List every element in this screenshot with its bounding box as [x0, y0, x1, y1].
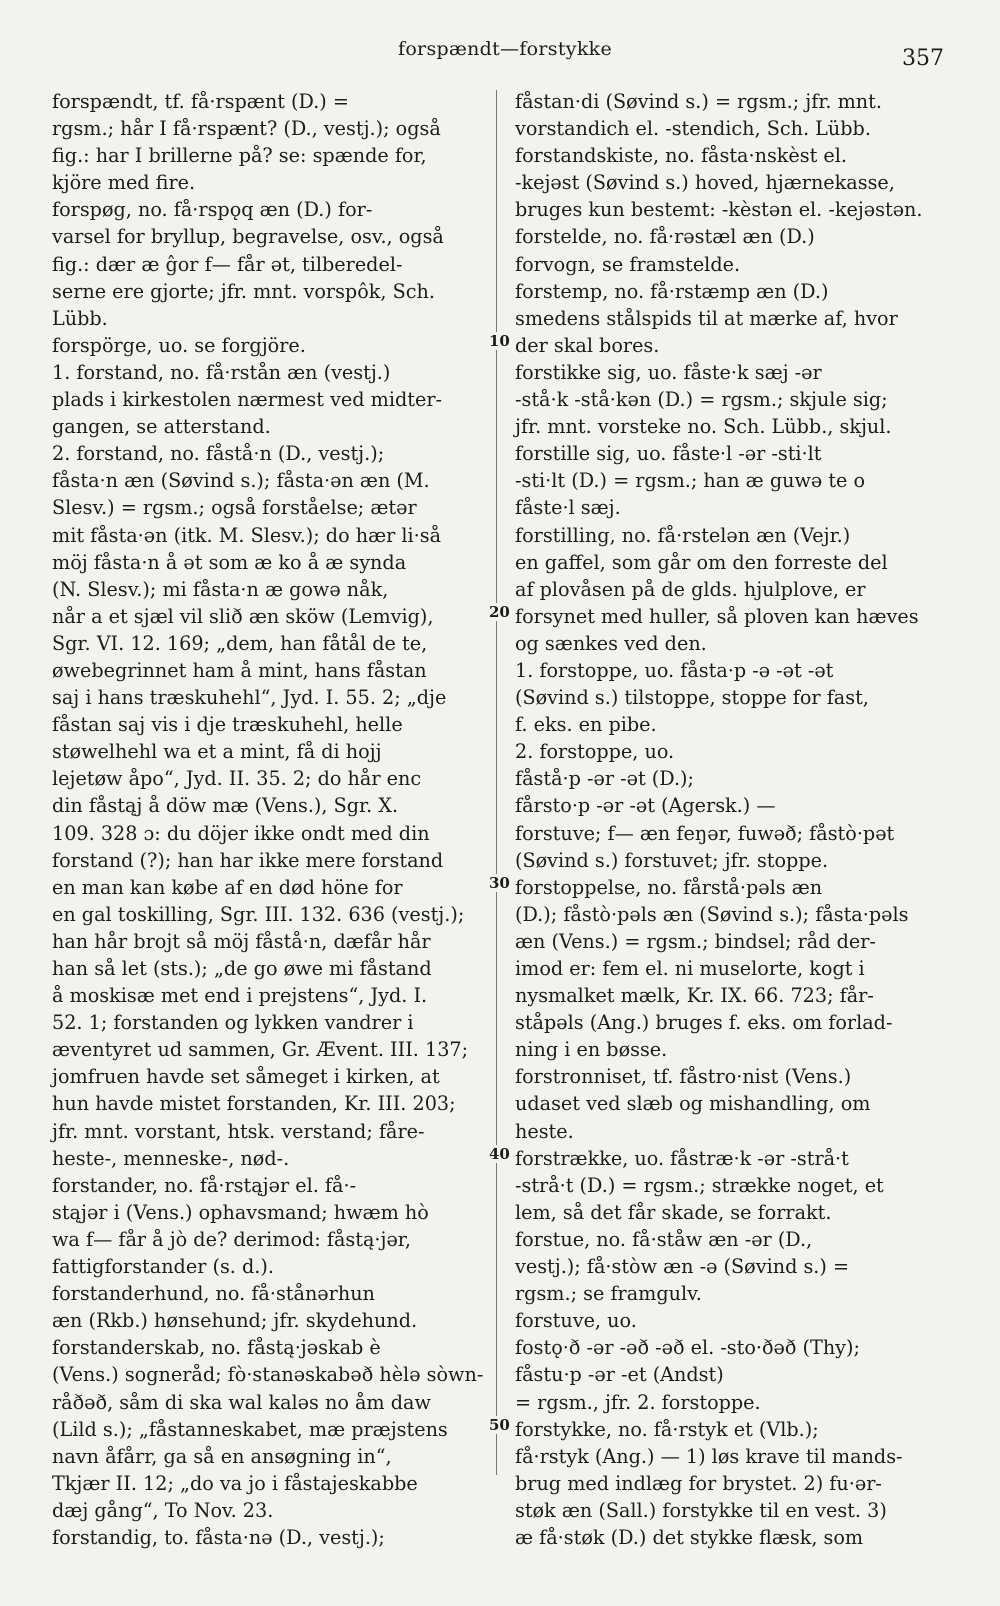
text-line: navn åfårr, ga så en ansøgning in“, — [52, 1444, 392, 1468]
text-line: 1. forstand, no. få·rstån æn (vestj.) — [52, 360, 391, 384]
text-line: forstoppelse, no. fårstå·pəls æn — [515, 875, 823, 899]
text-line: 2. forstoppe, uo. — [515, 740, 675, 764]
text-line: -sti·lt (D.) = rgsm.; han æ guwə te o — [515, 469, 866, 493]
text-line: forstanderhund, no. få·stånərhun — [52, 1282, 375, 1306]
text-line: -kejəst (Søvind s.) hoved, hjærnekasse, — [515, 171, 895, 195]
text-line: rgsm.; se framgulv. — [515, 1282, 702, 1306]
text-line: vorstandich el. -stendich, Sch. Lübb. — [515, 117, 871, 141]
text-line: forstykke, no. få·rstyk et (Vlb.); — [515, 1417, 819, 1441]
text-line: forstandskiste, no. fåsta·nskèst el. — [515, 144, 848, 168]
text-line: forspörge, uo. se forgjöre. — [52, 333, 306, 357]
text-line: 52. 1; forstanden og lykken vandrer i — [52, 1011, 414, 1035]
text-line: 1. forstoppe, uo. fåsta·p -ə -ət -ət — [515, 658, 834, 682]
text-line: Tkjær II. 12; „do va jo i fåstajeskabbe — [52, 1471, 418, 1495]
text-line: imod er: fem el. ni muselorte, kogt i — [515, 957, 865, 980]
text-line: saj i hans træskuhehl“, Jyd. I. 55. 2; „dje — [52, 686, 447, 710]
text-line: (Søvind s.) tilstoppe, stoppe for fast, — [515, 686, 869, 710]
text-line: forstander, no. få·rstąjər el. få·- — [52, 1173, 357, 1197]
text-line: æn (Rkb.) hønsehund; jfr. skydehund. — [52, 1309, 418, 1333]
text-line: ståpəls (Ang.) bruges f. eks. om forlad- — [515, 1011, 893, 1035]
text-line: forspøg, no. få·rspǫq æn (D.) for- — [52, 198, 373, 222]
text-line: forspændt, tf. få·rspænt (D.) = — [52, 90, 349, 113]
text-line: serne ere gjorte; jfr. mnt. vorspôk, Sch. — [52, 279, 435, 303]
text-line: lem, så det får skade, se forrakt. — [515, 1200, 832, 1224]
text-line: han så let (sts.); „de go øwe mi fåstand — [52, 957, 432, 980]
text-line: forvogn, se framstelde. — [515, 252, 741, 276]
text-line: heste. — [515, 1119, 574, 1143]
text-line: en gaffel, som går om den forreste del — [515, 550, 888, 574]
text-line: smedens stålspids til at mærke af, hvor — [515, 306, 898, 330]
line-number: 30 — [489, 873, 510, 892]
text-line: jfr. mnt. vorsteke no. Sch. Lübb., skjul. — [515, 415, 892, 439]
text-line: fåsta·n æn (Søvind s.); fåsta·ən æn (M. — [52, 469, 430, 493]
text-line: fåste·l sæj. — [515, 496, 621, 520]
running-title: forspændt—forstykke — [397, 38, 612, 60]
text-line: möj fåsta·n å ət som æ ko å æ synda — [52, 550, 407, 574]
text-line: fåstu·p -ər -et (Andst) — [515, 1363, 724, 1387]
text-line: brug med indlæg for brystet. 2) fu·ər- — [515, 1471, 882, 1495]
text-line: en man kan købe af en død höne for — [52, 875, 403, 899]
text-line: han hår brojt så möj fåstå·n, dæfår hår — [52, 929, 431, 953]
text-line: å moskisæ met end i prejstens“, Jyd. I. — [52, 984, 428, 1008]
column-divider — [496, 90, 497, 1475]
line-number: 50 — [489, 1415, 510, 1434]
text-line: -strå·t (D.) = rgsm.; strække noget, et — [515, 1173, 884, 1197]
text-line: forstandig, to. fåsta·nə (D., vestj.); — [52, 1525, 385, 1549]
text-line: (D.); fåstò·pəls æn (Søvind s.); fåsta·pəls — [515, 902, 909, 926]
text-line: når a et sjæl vil slið æn sköw (Lemvig), — [52, 604, 434, 628]
text-line: forstue, no. få·ståw æn -ər (D., — [515, 1227, 813, 1251]
text-line: rgsm.; hår I få·rspænt? (D., vestj.); også — [52, 117, 441, 141]
text-line: forstrække, uo. fåstræ·k -ər -strå·t — [515, 1146, 849, 1170]
text-line: få·rstyk (Ang.) — 1) løs krave til mands- — [515, 1444, 903, 1468]
text-line: lejetøw åpo“, Jyd. II. 35. 2; do hår enc — [52, 767, 422, 791]
text-line: forstuve, uo. — [515, 1309, 637, 1333]
text-line: Slesv.) = rgsm.; også forståelse; ætər — [52, 496, 417, 520]
text-line: støwelhehl wa et a mint, få di hojj — [52, 740, 382, 764]
text-line: og sænkes ved den. — [515, 631, 707, 655]
text-line: f. eks. en pibe. — [515, 713, 657, 737]
page-number: 357 — [902, 46, 944, 71]
text-line: forsynet med huller, så ploven kan hæves — [515, 604, 919, 628]
text-line: nysmalket mælk, Kr. IX. 66. 723; får- — [515, 984, 874, 1008]
text-line: dæj gång“, To Nov. 23. — [52, 1498, 274, 1522]
text-line: forstand (?); han har ikke mere forstand — [52, 848, 444, 872]
text-line: fårsto·p -ər -ət (Agersk.) — — [515, 794, 776, 818]
text-line: øwebegrinnet ham å mint, hans fåstan — [52, 658, 427, 682]
text-line: støk æn (Sall.) forstykke til en vest. 3) — [515, 1498, 887, 1522]
text-line: fåstan saj vis i dje træskuhehl, helle — [52, 713, 403, 737]
text-line: æn (Vens.) = rgsm.; bindsel; råd der- — [515, 929, 876, 953]
text-line: mit fåsta·ən (itk. M. Slesv.); do hær li·så — [52, 523, 442, 547]
text-line: -stå·k -stå·kən (D.) = rgsm.; skjule sig; — [515, 388, 888, 412]
line-number: 40 — [489, 1144, 510, 1163]
text-line: varsel for bryllup, begravelse, osv., også — [52, 225, 444, 249]
text-line: fattigforstander (s. d.). — [52, 1255, 274, 1279]
text-line: 2. forstand, no. fåstå·n (D., vestj.); — [52, 442, 385, 466]
text-line: forstronniset, tf. fåstro·nist (Vens.) — [515, 1065, 852, 1089]
text-line: vestj.); få·stòw æn -ə (Søvind s.) = — [515, 1255, 850, 1279]
text-line: råðəð, såm di ska wal kaləs no åm daw — [52, 1390, 431, 1414]
text-line: forstuve; f— æn feŋər, fuwəð; fåstò·pət — [515, 821, 895, 845]
text-line: (Vens.) sogneråd; fò·stanəskabəð hèlə sòwn- — [52, 1363, 484, 1387]
text-line: en gal toskilling, Sgr. III. 132. 636 (vestj.); — [52, 902, 465, 926]
text-line: (Lild s.); „fåstanneskabet, mæ præjstens — [52, 1417, 448, 1441]
text-line: fåstan·di (Søvind s.) = rgsm.; jfr. mnt. — [515, 90, 882, 113]
text-line: kjöre med fire. — [52, 171, 196, 195]
text-line: forstille sig, uo. fåste·l -ər -sti·lt — [515, 442, 822, 466]
text-line: wa f— får å jò de? derimod: fåstą·jər, — [52, 1227, 411, 1251]
text-line: ning i en bøsse. — [515, 1038, 668, 1062]
text-line: forstikke sig, uo. fåste·k sæj -ər — [515, 360, 822, 384]
text-line: forstelde, no. få·rəstæl æn (D.) — [515, 225, 815, 249]
text-line: hun havde mistet forstanden, Kr. III. 203; — [52, 1092, 456, 1116]
text-line: fostǫ·ð -ər -əð -əð el. -sto·ðəð (Thy); — [515, 1336, 860, 1360]
text-line: fåstå·p -ər -ət (D.); — [515, 767, 695, 791]
text-line: udaset ved slæb og mishandling, om — [515, 1092, 871, 1116]
text-line: jfr. mnt. vorstant, htsk. verstand; fåre- — [52, 1119, 425, 1143]
text-line: stąjər i (Vens.) ophavsmand; hwæm hò — [52, 1200, 429, 1224]
text-line: æ få·støk (D.) det stykke flæsk, som — [515, 1525, 864, 1549]
text-line: gangen, se atterstand. — [52, 415, 271, 439]
text-line: der skal bores. — [515, 333, 660, 357]
text-line: plads i kirkestolen nærmest ved midter- — [52, 388, 442, 412]
text-line: = rgsm., jfr. 2. forstoppe. — [515, 1390, 761, 1414]
text-line: forstemp, no. få·rstæmp æn (D.) — [515, 279, 829, 303]
text-line: 109. 328 ɔ: du döjer ikke ondt med din — [52, 821, 430, 845]
text-line: din fåstąj å döw mæ (Vens.), Sgr. X. — [52, 794, 399, 818]
right-column — [515, 88, 950, 1551]
text-line: æventyret ud sammen, Gr. Ævent. III. 137; — [52, 1038, 469, 1062]
text-line: Sgr. VI. 12. 169; „dem, han fåtål de te, — [52, 631, 428, 655]
text-line: fig.: dær æ ĝor f— får ət, tilberedel- — [52, 252, 403, 276]
text-line: (Søvind s.) forstuvet; jfr. stoppe. — [515, 848, 829, 872]
text-line: (N. Slesv.); mi fåsta·n æ gowə nåk, — [52, 577, 389, 601]
text-line: Lübb. — [52, 306, 108, 330]
text-line: bruges kun bestemt: -kèstən el. -kejəstən. — [515, 198, 923, 222]
text-line: jomfruen havde set såmeget i kirken, at — [52, 1065, 440, 1089]
text-line: forstilling, no. få·rstelən æn (Vejr.) — [515, 523, 851, 547]
line-number: 10 — [489, 331, 510, 350]
left-column — [52, 88, 486, 1551]
text-line: forstanderskab, no. fåstą·jəskab è — [52, 1336, 381, 1360]
text-line: af plovåsen på de glds. hjulplove, er — [515, 577, 866, 601]
text-line: heste-, menneske-, nød-. — [52, 1146, 290, 1170]
text-line: fig.: har I brillerne på? se: spænde for, — [52, 144, 427, 168]
line-number: 20 — [489, 602, 510, 621]
page-header — [0, 34, 1000, 74]
